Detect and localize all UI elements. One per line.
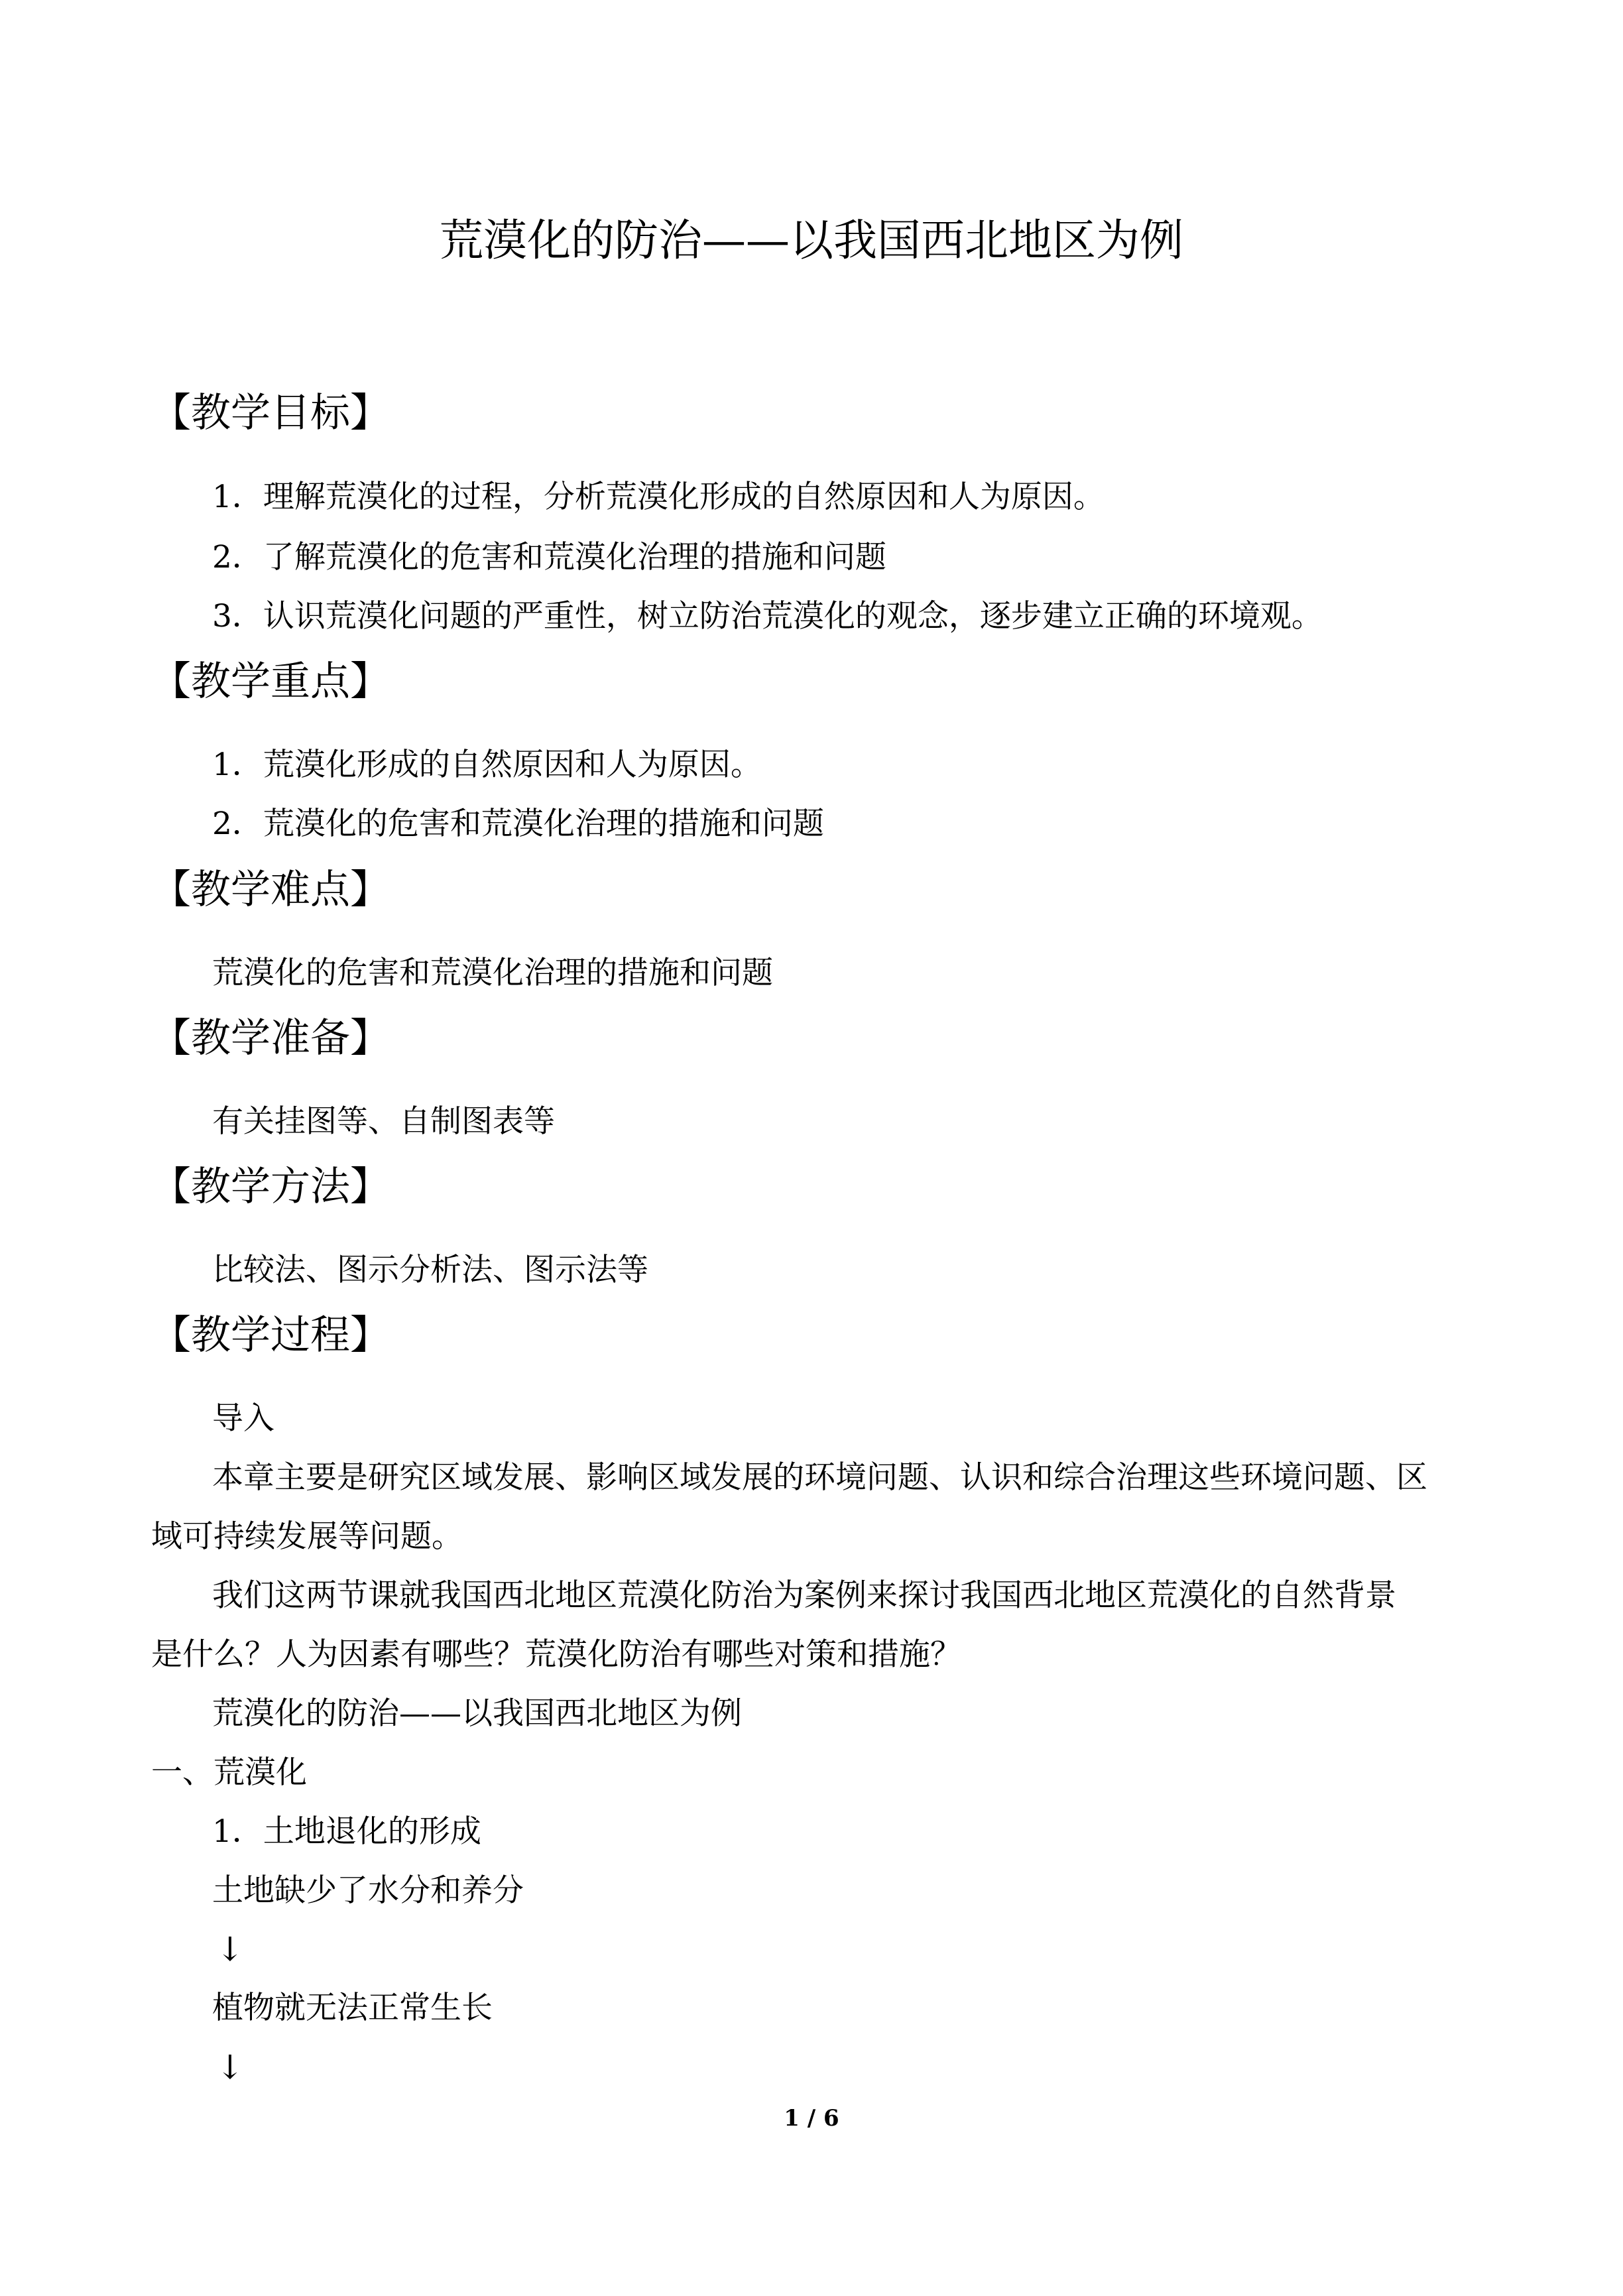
preparation-text: 有关挂图等、自制图表等 [212,1103,555,1140]
document-title: 荒漠化的防治——以我国西北地区为例 [440,215,1183,266]
process-paragraph-2-line-1: 我们这两节课就我国西北地区荒漠化防治为案例来探讨我国西北地区荒漠化的自然背景 [212,1577,1396,1614]
difficulties-text: 荒漠化的危害和荒漠化治理的措施和问题 [212,955,773,991]
process-part-1-heading: 一、荒漠化 [151,1754,307,1791]
heading-process: 【教学过程】 [151,1312,390,1359]
key-point-item-1: 1．荒漠化形成的自然原因和人为原因。 [212,747,762,783]
heading-preparation: 【教学准备】 [151,1015,390,1061]
heading-difficulties: 【教学难点】 [151,867,390,913]
page-number: 1 / 6 [784,2105,839,2132]
heading-key-points: 【教学重点】 [151,658,390,705]
heading-methods: 【教学方法】 [151,1164,390,1210]
key-point-item-2: 2．荒漠化的危害和荒漠化治理的措施和问题 [212,806,824,842]
process-paragraph-2-line-2: 是什么？人为因素有哪些？荒漠化防治有哪些对策和措施？ [151,1636,961,1673]
goal-item-2: 2．了解荒漠化的危害和荒漠化治理的措施和问题 [212,539,886,575]
flow-step-1: 土地缺少了水分和养分 [212,1872,524,1909]
goal-item-3: 3．认识荒漠化问题的严重性，树立防治荒漠化的观念，逐步建立正确的环境观。 [212,598,1323,634]
down-arrow-icon: ↓ [216,2048,244,2086]
process-paragraph-1-line-1: 本章主要是研究区域发展、影响区域发展的环境问题、认识和综合治理这些环境问题、区 [212,1459,1427,1496]
methods-text: 比较法、图示分析法、图示法等 [212,1252,648,1288]
process-part-1-sub-1: 1．土地退化的形成 [212,1813,481,1850]
goal-item-1: 1．理解荒漠化的过程，分析荒漠化形成的自然原因和人为原因。 [212,479,1105,515]
flow-step-2: 植物就无法正常生长 [212,1990,493,2026]
heading-teaching-goals: 【教学目标】 [151,390,390,436]
down-arrow-icon: ↓ [216,1930,244,1968]
process-intro-label: 导入 [212,1400,274,1437]
process-subtitle: 荒漠化的防治——以我国西北地区为例 [212,1695,742,1732]
process-paragraph-1-line-2: 域可持续发展等问题。 [151,1518,463,1555]
